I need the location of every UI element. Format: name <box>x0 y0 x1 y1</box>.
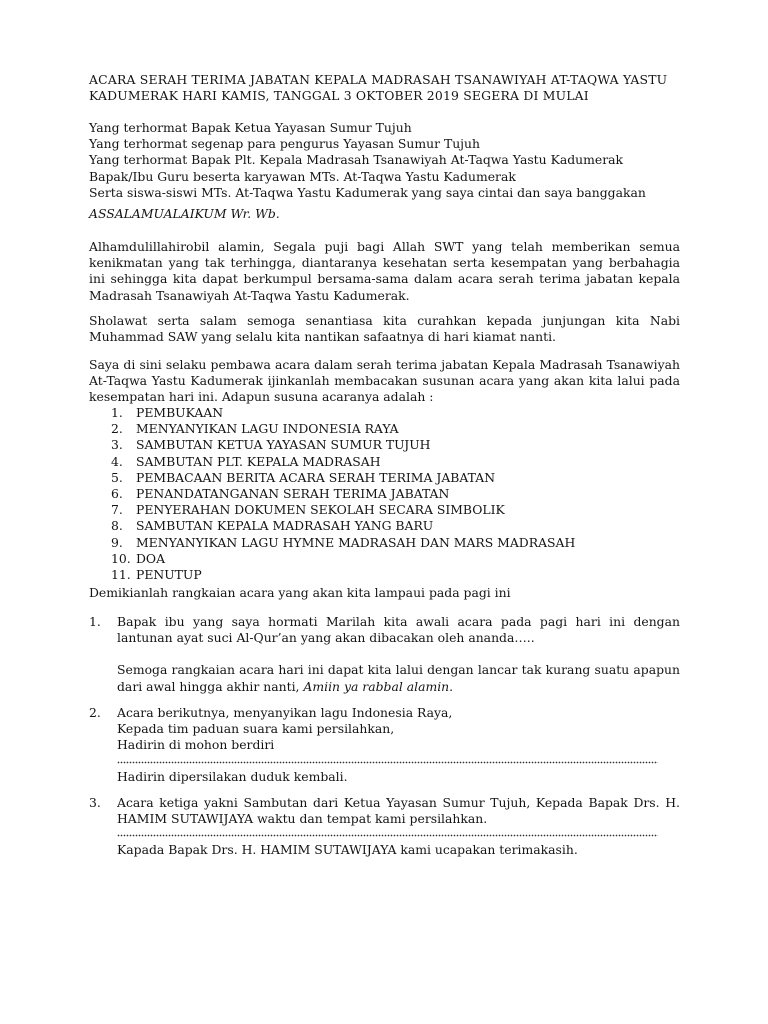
step-follow-text <box>117 662 680 694</box>
agenda-text: PENYERAHAN DOKUMEN SEKOLAH SECARA SIMBOLIK <box>136 502 505 518</box>
agenda-text: MENYANYIKAN LAGU INDONESIA RAYA <box>136 421 399 437</box>
agenda-number: 2. <box>111 421 123 437</box>
greeting-line: Yang terhormat Bapak Plt. Kepala Madrasah Tsanawiyah At-Taqwa Yastu Kadumerak <box>89 152 624 168</box>
greeting-line: Bapak/Ibu Guru beserta karyawan MTs. At-Taqwa Yastu Kadumerak <box>89 168 516 184</box>
agenda-text: SAMBUTAN KEPALA MADRASAH YANG BARU <box>136 518 434 534</box>
agenda-item <box>111 486 575 502</box>
agenda-item <box>111 502 575 518</box>
document-title <box>89 72 680 104</box>
agenda-item <box>111 405 575 421</box>
agenda-text: MENYANYIKAN LAGU HYMNE MADRASAH DAN MARS MADRASAH <box>136 534 576 550</box>
step-body <box>117 795 680 859</box>
agenda-number: 5. <box>111 469 123 485</box>
paragraph-intro-agenda: Saya di sini selaku pembawa acara dalam serah terima jabatan Kepala Madrasah Tsanawiyah At-Taqwa Yastu Kadumerak ijinkanlah membacakan susunan acara yang akan kita lalui pada kesempatan hari ini. Adapun susuna acaranya adalah : <box>89 357 680 405</box>
agenda-item <box>111 567 575 583</box>
greeting-line: Serta siswa-siswi MTs. At-Taqwa Yastu Kadumerak yang saya cintai dan saya banggakan <box>89 184 646 200</box>
agenda-text: PEMBUKAAN <box>136 405 224 420</box>
step-3 <box>89 795 680 859</box>
step-body <box>117 614 680 695</box>
closing-line: Demikianlah rangkaian acara yang akan kita lampaui pada pagi ini <box>89 585 511 600</box>
agenda-text: DOA <box>136 550 166 566</box>
agenda-number: 11. <box>111 567 131 583</box>
step-follow-plain: Semoga rangkaian acara hari ini dapat kita lalui dengan lancar tak kurang suatu apapun dari awal hingga akhir nanti, <box>117 662 680 694</box>
step-number: 1. <box>89 614 101 629</box>
greetings-block <box>89 120 680 201</box>
step-body <box>117 705 680 785</box>
title-line-1: ACARA SERAH TERIMA JABATAN KEPALA MADRASAH TSANAWIYAH AT-TAQWA YASTU <box>89 72 668 87</box>
step-follow-italic: Amiin ya rabbal alamin. <box>303 678 454 694</box>
dotted-leader <box>117 760 658 765</box>
agenda-number: 1. <box>111 405 123 420</box>
paragraph-gratitude: Alhamdulillahirobil alamin, Segala puji bagi Allah SWT yang telah memberikan semua kenikmatan yang tak terhingga, diantaranya kesehatan serta kesempatan yang berbahagia ini sehingga kita dapat berkumpul bersama-sama dalam acara serah terima jabatan kepala Madrasah Tsanawiyah At-Taqwa Yastu Kadumerak. <box>89 239 680 303</box>
agenda-item <box>111 454 575 470</box>
step-text: Hadirin di mohon berdiri <box>117 737 275 753</box>
step-after-text: Kapada Bapak Drs. H. HAMIM SUTAWIJAYA kami ucapakan terimakasih. <box>117 842 578 858</box>
agenda-text: PENUTUP <box>136 567 202 583</box>
title-line-2: KADUMERAK HARI KAMIS, TANGGAL 3 OKTOBER 2019 SEGERA DI MULAI <box>89 88 589 104</box>
agenda-number: 7. <box>111 502 123 518</box>
agenda-list <box>111 405 575 583</box>
agenda-text: PENANDATANGANAN SERAH TERIMA JABATAN <box>136 486 450 502</box>
greeting-line: Yang terhormat Bapak Ketua Yayasan Sumur Tujuh <box>89 120 412 135</box>
step-after-text: Hadirin dipersilakan duduk kembali. <box>117 768 348 784</box>
step-number: 2. <box>89 705 101 720</box>
agenda-number: 6. <box>111 486 123 502</box>
step-text: Acara berikutnya, menyanyikan lagu Indonesia Raya, <box>117 705 453 720</box>
agenda-number: 8. <box>111 518 123 534</box>
agenda-text: PEMBACAAN BERITA ACARA SERAH TERIMA JABATAN <box>136 469 496 485</box>
agenda-item <box>111 437 575 453</box>
greeting-line: Yang terhormat segenap para pengurus Yayasan Sumur Tujuh <box>89 136 480 152</box>
salam-opening: ASSALAMUALAIKUM Wr. Wb. <box>89 206 280 221</box>
step-1 <box>89 614 680 695</box>
agenda-text: SAMBUTAN KETUA YAYASAN SUMUR TUJUH <box>136 437 431 453</box>
step-text: Acara ketiga yakni Sambutan dari Ketua Yayasan Sumur Tujuh, Kepada Bapak Drs. H. HAMIM SUTAWIJAYA waktu dan tempat kami persilahkan. <box>117 795 680 827</box>
agenda-item <box>111 518 575 534</box>
agenda-item <box>111 421 575 437</box>
step-number: 3. <box>89 795 101 810</box>
step-text: Bapak ibu yang saya hormati Marilah kita awali acara pada pagi hari ini dengan lantunan ayat suci Al-Qur’an yang akan dibacakan oleh ananda….. <box>117 614 680 646</box>
step-text: Kepada tim paduan suara kami persilahkan, <box>117 721 395 737</box>
step-2 <box>89 705 680 785</box>
agenda-number: 9. <box>111 534 123 550</box>
agenda-number: 10. <box>111 550 131 566</box>
agenda-item <box>111 551 575 567</box>
agenda-item <box>111 470 575 486</box>
agenda-number: 3. <box>111 437 123 453</box>
agenda-number: 4. <box>111 453 123 469</box>
agenda-item <box>111 535 575 551</box>
agenda-text: SAMBUTAN PLT. KEPALA MADRASAH <box>136 453 381 469</box>
paragraph-sholawat: Sholawat serta salam semoga senantiasa kita curahkan kepada junjungan kita Nabi Muhammad SAW yang selalu kita nantikan safaatnya di hari kiamat nanti. <box>89 313 680 345</box>
dotted-leader <box>117 833 658 838</box>
